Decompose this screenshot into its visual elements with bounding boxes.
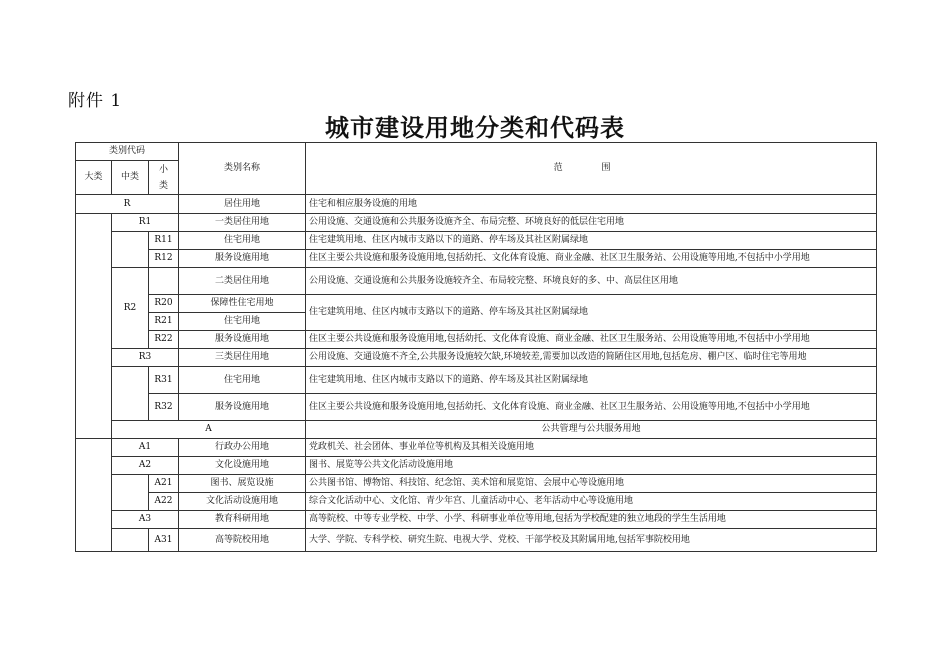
name-cell: 三类居住用地: [179, 349, 306, 367]
header-middle: 中类: [112, 161, 149, 195]
header-range: 范 围: [306, 143, 877, 195]
name-cell: 服务设施用地: [179, 331, 306, 349]
empty-cell: [112, 529, 149, 552]
table-row: [76, 394, 877, 421]
empty-cell: [149, 268, 179, 295]
code-cell: A: [112, 421, 306, 439]
empty-cell: [112, 475, 149, 511]
range-cell: 党政机关、社会团体、事业单位等机构及其相关设施用地: [306, 439, 877, 457]
code-cell: R20: [149, 295, 179, 313]
range-cell: 综合文化活动中心、文化馆、青少年宫、儿童活动中心、老年活动中心等设施用地: [306, 493, 877, 511]
name-cell: 二类居住用地: [179, 268, 306, 295]
name-cell: 文化活动设施用地: [179, 493, 306, 511]
table-row: [76, 349, 877, 367]
code-cell: A1: [112, 439, 179, 457]
table-row: [76, 268, 877, 295]
table-row: [76, 457, 877, 475]
header-major: 大类: [76, 161, 112, 195]
name-cell: 教育科研用地: [179, 511, 306, 529]
empty-cell: [112, 232, 149, 268]
code-cell: R11: [149, 232, 179, 250]
header-name: 类别名称: [179, 143, 306, 195]
range-cell: 图书、展览等公共文化活动设施用地: [306, 457, 877, 475]
header-code-group: 类别代码: [76, 143, 179, 161]
page-title: 城市建设用地分类和代码表: [325, 113, 625, 142]
range-cell: 住宅建筑用地、住区内城市支路以下的道路、停车场及其社区附属绿地: [306, 232, 877, 250]
code-cell: R31: [149, 367, 179, 394]
name-cell: 行政办公用地: [179, 439, 306, 457]
table-row: [76, 295, 877, 313]
range-cell: 住区主要公共设施和服务设施用地,包括幼托、文化体育设施、商业金融、社区卫生服务站、公用设施等用地,不包括中小学用地: [306, 394, 877, 421]
table-row: [76, 367, 877, 394]
code-cell: R: [76, 195, 179, 214]
range-cell: 大学、学院、专科学校、研究生院、电视大学、党校、干部学校及其附属用地,包括军事院校用地: [306, 529, 877, 552]
table-row: [76, 511, 877, 529]
table-row: [76, 195, 877, 214]
code-cell: A31: [149, 529, 179, 552]
code-cell: R21: [149, 313, 179, 331]
range-cell: 公共图书馆、博物馆、科技馆、纪念馆、美术馆和展览馆、会展中心等设施用地: [306, 475, 877, 493]
code-cell: R32: [149, 394, 179, 421]
name-cell: 公共管理与公共服务用地: [306, 421, 877, 439]
name-cell: 住宅用地: [179, 232, 306, 250]
range-cell: 公用设施、交通设施和公共服务设施齐全、布局完整、环境良好的低层住宅用地: [306, 214, 877, 232]
name-cell: 高等院校用地: [179, 529, 306, 552]
code-cell: A22: [149, 493, 179, 511]
range-cell: 高等院校、中等专业学校、中学、小学、科研事业单位等用地,包括为学校配建的独立地段的学生生活用地: [306, 511, 877, 529]
name-cell: 住宅用地: [179, 313, 306, 331]
code-cell: R22: [149, 331, 179, 349]
table-row: [76, 529, 877, 552]
code-cell: A3: [112, 511, 179, 529]
empty-cell: [76, 214, 112, 439]
range-cell: 住宅建筑用地、住区内城市支路以下的道路、停车场及其社区附属绿地: [306, 295, 877, 331]
name-cell: 文化设施用地: [179, 457, 306, 475]
land-use-classification-table: [75, 142, 877, 552]
table-row: [76, 493, 877, 511]
name-cell: 住宅用地: [179, 367, 306, 394]
table-row: [76, 421, 877, 439]
table-row: [76, 475, 877, 493]
name-cell: 服务设施用地: [179, 250, 306, 268]
code-cell: R12: [149, 250, 179, 268]
range-cell: 公用设施、交通设施不齐全,公共服务设施较欠缺,环境较差,需要加以改造的简陋住区用地,包括危房、棚户区、临时住宅等用地: [306, 349, 877, 367]
table-row: [76, 232, 877, 250]
range-cell: 住区主要公共设施和服务设施用地,包括幼托、文化体育设施、商业金融、社区卫生服务站、公用设施等用地,不包括中小学用地: [306, 331, 877, 349]
name-cell: 居住用地: [179, 195, 306, 214]
code-cell: R3: [112, 349, 179, 367]
code-cell: R1: [112, 214, 179, 232]
code-cell: R2: [112, 268, 149, 349]
attachment-label: 附件 1: [68, 91, 123, 111]
range-cell: 住宅建筑用地、住区内城市支路以下的道路、停车场及其社区附属绿地: [306, 367, 877, 394]
range-cell: 公用设施、交通设施和公共服务设施较齐全、布局较完整、环境良好的多、中、高层住区用地: [306, 268, 877, 295]
table-row: [76, 250, 877, 268]
code-cell: A21: [149, 475, 179, 493]
name-cell: 图书、展览设施: [179, 475, 306, 493]
code-cell: A2: [112, 457, 179, 475]
name-cell: 服务设施用地: [179, 394, 306, 421]
name-cell: 一类居住用地: [179, 214, 306, 232]
empty-cell: [112, 367, 149, 421]
table-row: [76, 214, 877, 232]
empty-cell: [76, 439, 112, 552]
name-cell: 保障性住宅用地: [179, 295, 306, 313]
table-row: [76, 439, 877, 457]
table-header-row: [76, 143, 877, 161]
range-cell: 住区主要公共设施和服务设施用地,包括幼托、文化体育设施、商业金融、社区卫生服务站、公用设施等用地,不包括中小学用地: [306, 250, 877, 268]
header-minor: 小类: [149, 161, 179, 195]
range-cell: 住宅和相应服务设施的用地: [306, 195, 877, 214]
table-row: [76, 331, 877, 349]
